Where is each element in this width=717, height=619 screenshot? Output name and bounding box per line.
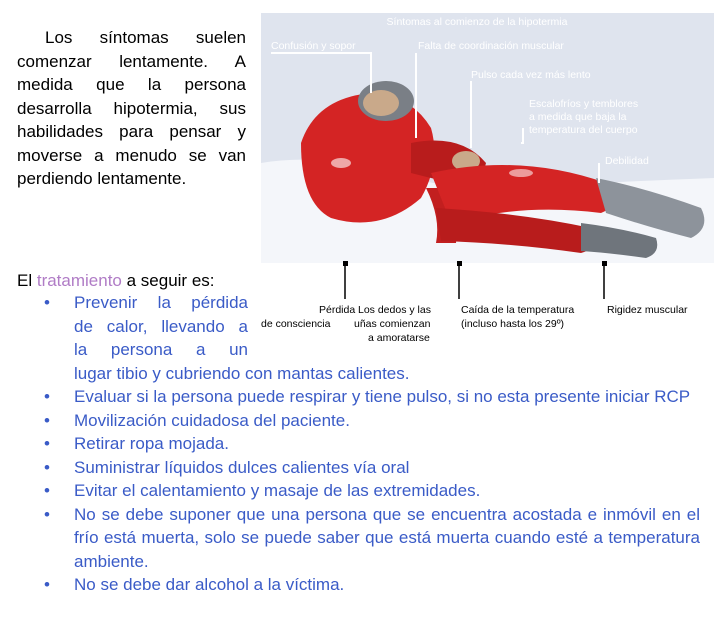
treatment-suffix: a seguir es: [121, 271, 215, 290]
treatment-heading [17, 271, 215, 291]
list-item [30, 456, 700, 480]
list-item-line: lugar tibio y cubriendo con mantas calientes. [74, 363, 410, 383]
label-perdida-2: de consciencia [261, 318, 331, 330]
label-perdida-1: Pérdida [319, 304, 356, 316]
treatment-prefix: El [17, 271, 37, 290]
intro-paragraph: Los síntomas suelen comenzar lentamente. A medida que la persona desarrolla hipotermia, sus habilidades para pensar y moverse a menudo se van perdiendo lentamente. [17, 28, 246, 188]
list-item [30, 432, 700, 456]
label-caida-2: (incluso hasta los 29º) [461, 318, 565, 330]
label-caida-1: Caída de la temperatura [461, 304, 575, 316]
label-escalofrios-2: a medida que baja la [529, 111, 627, 123]
label-rigidez: Rigidez muscular [607, 304, 688, 316]
label-dedos-2: uñas comienzan [354, 318, 431, 330]
bullet-icon: • [44, 434, 50, 453]
bullet-icon: • [44, 504, 50, 524]
bullet-icon: • [44, 410, 50, 430]
label-pulso: Pulso cada vez más lento [471, 69, 591, 81]
bullet-icon: • [44, 293, 50, 312]
list-item-text: No se debe suponer que una persona que se encuentra acostada e inmóvil en el frío está muerta, solo se puede saber que está muerta cuando esté a temperatura ambiente. [74, 504, 700, 571]
label-escalofrios-3: temperatura del cuerpo [529, 124, 638, 136]
treatment-highlight: tratamiento [36, 271, 122, 290]
label-escalofrios-1: Escalofríos y temblores [529, 98, 639, 110]
bullet-icon: • [44, 481, 50, 500]
list-item [30, 291, 700, 385]
label-dedos-3: a amoratarse [368, 332, 430, 344]
treatment-list [30, 291, 700, 597]
list-item [30, 573, 700, 597]
figure-title: Síntomas al comienzo de la hipotermia [386, 16, 568, 28]
list-item-line: de calor, llevando a [74, 316, 248, 336]
bullet-icon: • [44, 387, 50, 406]
list-item-text: Suministrar líquidos dulces calientes vía oral [74, 457, 410, 477]
list-item [30, 503, 700, 574]
label-dedos-1: Los dedos y las [358, 304, 431, 316]
list-item-text: Retirar ropa mojada. [74, 434, 229, 453]
list-item-text: No se debe dar alcohol a la víctima. [74, 575, 345, 594]
label-confusion: Confusión y sopor [271, 40, 356, 52]
label-debilidad: Debilidad [605, 155, 649, 167]
list-item [30, 409, 700, 433]
bullet-icon: • [44, 457, 50, 477]
list-item-line: Prevenir la pérdida [74, 293, 248, 312]
bullet-icon: • [44, 575, 50, 594]
list-item-text: Movilización cuidadosa del paciente. [74, 410, 350, 430]
label-coordinacion: Falta de coordinación muscular [418, 40, 564, 52]
list-item-line: la persona a un [74, 340, 248, 359]
list-item-text: Evitar el calentamiento y masaje de las extremidades. [74, 481, 481, 500]
list-item [30, 385, 700, 409]
list-item-text: Evaluar si la persona puede respirar y tiene pulso, si no esta presente iniciar RCP [74, 387, 691, 406]
list-item [30, 479, 700, 503]
